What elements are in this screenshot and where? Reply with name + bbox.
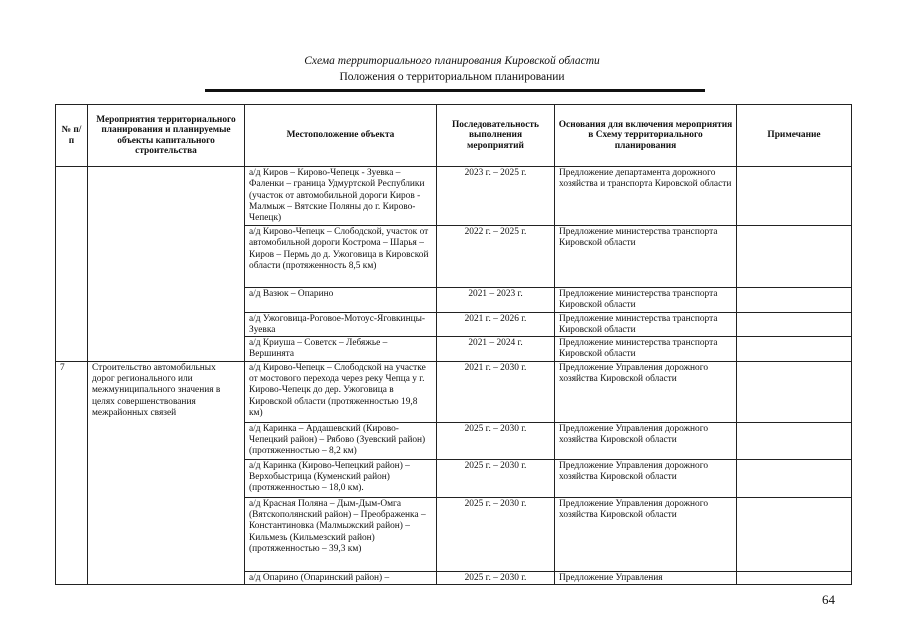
table-header-row (56, 105, 852, 167)
cell-note (737, 571, 852, 584)
cell-basis: Предложение Управления дорожного хозяйства Кировской области (555, 422, 737, 459)
cell-note (737, 312, 852, 337)
cell-location: а/д Криуша – Советск – Лебяжье – Вершинята (245, 337, 437, 362)
cell-measure: Строительство автомобильных дорог регионального или межмуниципального значения в целях совершенствования межрайонных связей (88, 361, 245, 584)
document-subtitle: Положения о территориальном планировании (339, 71, 565, 83)
cell-location: а/д Каринка – Ардашевский (Кирово-Чепецкий район) – Рябово (Зуевский район) (протяженностью – 8,2 км) (245, 422, 437, 459)
cell-note (737, 497, 852, 571)
cell-note (737, 226, 852, 288)
cell-sequence: 2021 – 2024 г. (437, 337, 555, 362)
col-header-note: Примечание (737, 105, 852, 167)
cell-location: а/д Киров – Кирово-Чепецк - Зуевка – Фаленки – граница Удмуртской Республики (участок от автомобильной дороги Киров - Малмыж – Вятские Поляны до г. Кирово-Чепецк) (245, 167, 437, 226)
cell-basis: Предложение министерства транспорта Кировской области (555, 312, 737, 337)
cell-note (737, 422, 852, 459)
document-title: Схема территориального планирования Кировской области (304, 55, 600, 67)
cell-basis: Предложение министерства транспорта Кировской области (555, 288, 737, 313)
cell-basis: Предложение департамента дорожного хозяйства и транспорта Кировской области (555, 167, 737, 226)
cell-sequence: 2022 г. – 2025 г. (437, 226, 555, 288)
col-header-location: Местоположение объекта (245, 105, 437, 167)
cell-sequence: 2025 г. – 2030 г. (437, 571, 555, 584)
cell-note (737, 167, 852, 226)
col-header-basis: Основания для включения мероприятия в Схему территориального планирования (555, 105, 737, 167)
cell-location: а/д Ужоговица-Роговое-Мотоус-Яговкинцы-Зуевка (245, 312, 437, 337)
col-header-sequence: Последовательность выполнения мероприятий (437, 105, 555, 167)
table-row (56, 361, 852, 422)
cell-location: а/д Кирово-Чепецк – Слободской, участок от автомобильной дороги Кострома – Шарья – Киров – Пермь до д. Ужоговица в Кировской области (протяженность 8,5 км) (245, 226, 437, 288)
table-row (56, 167, 852, 226)
cell-sequence: 2025 г. – 2030 г. (437, 497, 555, 571)
cell-number (56, 167, 88, 362)
cell-location: а/д Вазюк – Опарино (245, 288, 437, 313)
col-header-measure: Мероприятия территориального планирования и планируемые объекты капитального строительства (88, 105, 245, 167)
cell-note (737, 361, 852, 422)
page-number: 64 (822, 592, 835, 607)
cell-location: а/д Кирово-Чепецк – Слободской на участке от мостового перехода через реку Чепца у г. Кирово-Чепецк до дер. Ужоговица в Кировской области (протяженностью 19,8 км) (245, 361, 437, 422)
cell-sequence: 2021 г. – 2030 г. (437, 361, 555, 422)
cell-basis: Предложение Управления дорожного хозяйства Кировской области (555, 459, 737, 497)
cell-basis: Предложение Управления дорожного хозяйства Кировской области (555, 497, 737, 571)
planning-table (55, 104, 852, 585)
cell-note (737, 459, 852, 497)
cell-measure (88, 167, 245, 362)
cell-basis: Предложение Управления (555, 571, 737, 584)
cell-basis: Предложение министерства транспорта Кировской области (555, 337, 737, 362)
cell-note (737, 288, 852, 313)
col-header-number: № п/п (56, 105, 88, 167)
cell-basis: Предложение министерства транспорта Кировской области (555, 226, 737, 288)
cell-basis: Предложение Управления дорожного хозяйства Кировской области (555, 361, 737, 422)
cell-location: а/д Красная Поляна – Дым-Дым-Омга (Вятскополянский район) – Преображенка – Константиновка (Малмыжский район) – Кильмезь (Кильмезский район) (протяженностью – 39,3 км) (245, 497, 437, 571)
cell-location: а/д Опарино (Опаринский район) – (245, 571, 437, 584)
cell-sequence: 2025 г. – 2030 г. (437, 459, 555, 497)
cell-sequence: 2023 г. – 2025 г. (437, 167, 555, 226)
cell-sequence: 2025 г. – 2030 г. (437, 422, 555, 459)
cell-number: 7 (56, 361, 88, 584)
cell-sequence: 2021 г. – 2026 г. (437, 312, 555, 337)
cell-location: а/д Каринка (Кирово-Чепецкий район) – Верхобыстрица (Куменский район) (протяженностью – 18,0 км). (245, 459, 437, 497)
cell-sequence: 2021 – 2023 г. (437, 288, 555, 313)
header-rule (205, 89, 705, 92)
cell-note (737, 337, 852, 362)
